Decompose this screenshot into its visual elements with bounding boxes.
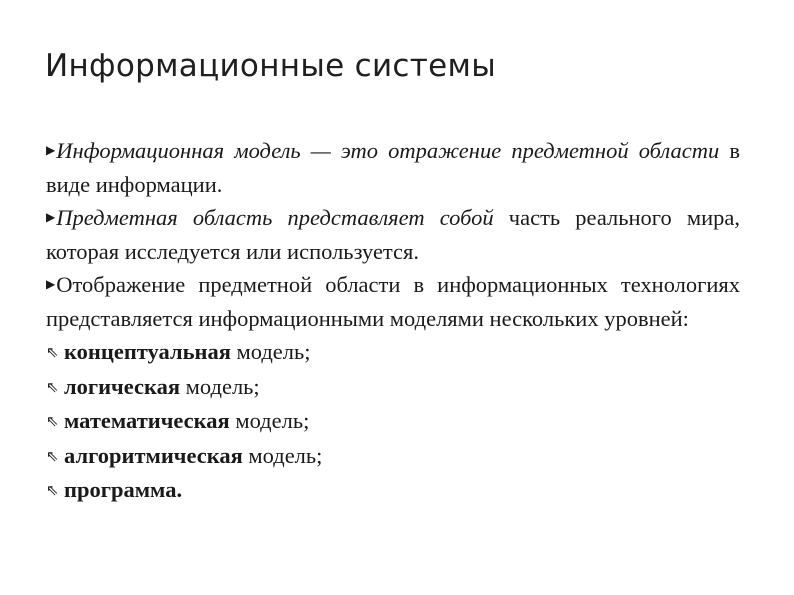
list-item xyxy=(46,370,740,405)
list-item-term: математическая xyxy=(64,408,230,433)
list-item xyxy=(46,439,740,474)
list-item xyxy=(46,473,740,508)
arrow-up-left-icon: ⇖ xyxy=(46,412,59,430)
arrow-up-left-icon: ⇖ xyxy=(46,343,59,361)
paragraph-text: Отображение предметной области в информационных технологиях представляется информационными моделями нескольких уровней: xyxy=(46,272,740,331)
list-item-suffix: модель; xyxy=(229,408,310,433)
list-item-term: программа. xyxy=(64,477,183,502)
list-item-suffix: модель; xyxy=(230,339,311,364)
model-levels-list xyxy=(46,335,740,508)
paragraph-italic: Предметная область представляет собой xyxy=(56,205,494,230)
paragraph-text: часть реального мира, которая исследуется или используется. xyxy=(46,205,740,264)
list-item xyxy=(46,335,740,370)
list-item-term: логическая xyxy=(64,373,181,399)
arrow-up-left-icon: ⇖ xyxy=(46,377,59,396)
paragraph-subject-area xyxy=(46,201,740,268)
paragraph-model-levels xyxy=(46,268,740,335)
list-item-term: концептуальная xyxy=(64,339,231,364)
triangle-right-icon: ▶ xyxy=(46,210,56,224)
list-item xyxy=(46,404,740,439)
triangle-right-icon: ▶ xyxy=(46,277,56,291)
triangle-right-icon: ▶ xyxy=(46,143,56,157)
paragraph-italic: Информационная модель — это отражение предметной области xyxy=(56,138,720,163)
list-item-suffix: модель; xyxy=(242,442,323,468)
paragraph-text: в виде информации. xyxy=(46,138,741,197)
arrow-up-left-icon: ⇖ xyxy=(46,481,59,499)
page-title: Информационные системы xyxy=(45,48,496,84)
slide-content xyxy=(46,134,740,508)
list-item-term: алгоритмическая xyxy=(64,442,243,468)
list-item-suffix: модель; xyxy=(180,373,260,399)
arrow-up-left-icon: ⇖ xyxy=(46,446,59,465)
paragraph-information-model xyxy=(46,134,740,201)
